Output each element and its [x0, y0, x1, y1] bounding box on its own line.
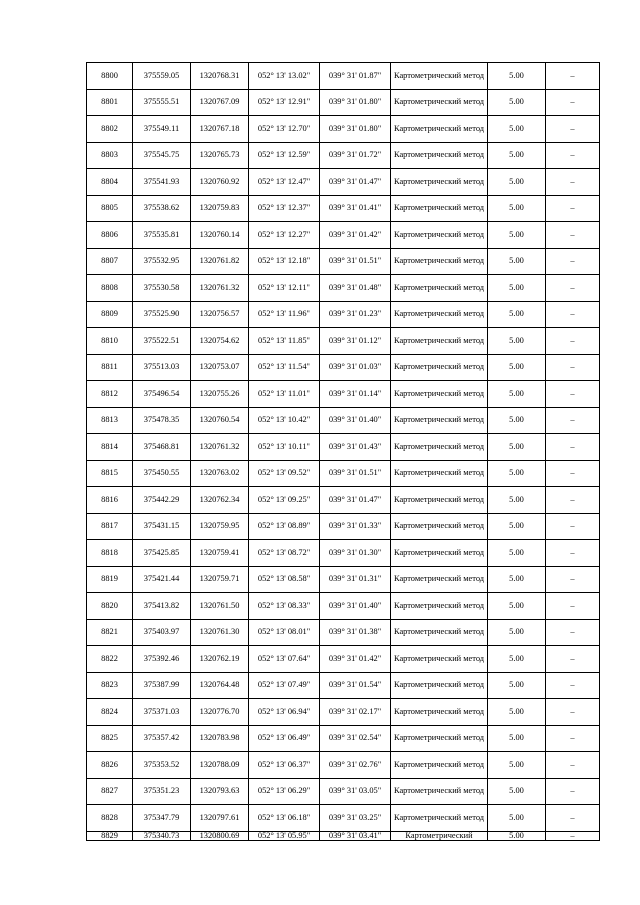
longitude-cell: 039° 31' 03.05" [320, 778, 391, 805]
note-cell: – [546, 89, 600, 116]
note-cell: – [546, 593, 600, 620]
y-coordinate-cell: 1320793.63 [191, 778, 249, 805]
point-number-cell: 8823 [87, 672, 133, 699]
table-row [87, 301, 600, 328]
point-number-cell: 8817 [87, 513, 133, 540]
table-row [87, 275, 600, 302]
longitude-cell: 039° 31' 01.42" [320, 222, 391, 249]
accuracy-cell: 5.00 [488, 381, 546, 408]
accuracy-cell: 5.00 [488, 301, 546, 328]
longitude-cell: 039° 31' 03.25" [320, 805, 391, 832]
note-cell: – [546, 699, 600, 726]
y-coordinate-cell: 1320788.09 [191, 752, 249, 779]
accuracy-cell: 5.00 [488, 831, 546, 840]
latitude-cell: 052° 13' 08.33" [249, 593, 320, 620]
point-number-cell: 8801 [87, 89, 133, 116]
accuracy-cell: 5.00 [488, 354, 546, 381]
longitude-cell: 039° 31' 01.38" [320, 619, 391, 646]
accuracy-cell: 5.00 [488, 672, 546, 699]
x-coordinate-cell: 375431.15 [133, 513, 191, 540]
table-row [87, 778, 600, 805]
method-cell: Картометрический [391, 831, 488, 840]
latitude-cell: 052° 13' 07.49" [249, 672, 320, 699]
y-coordinate-cell: 1320763.02 [191, 460, 249, 487]
point-number-cell: 8828 [87, 805, 133, 832]
point-number-cell: 8807 [87, 248, 133, 275]
table-row [87, 381, 600, 408]
x-coordinate-cell: 375357.42 [133, 725, 191, 752]
method-cell: Картометрический метод [391, 222, 488, 249]
longitude-cell: 039° 31' 01.51" [320, 248, 391, 275]
latitude-cell: 052° 13' 12.70" [249, 116, 320, 143]
longitude-cell: 039° 31' 01.12" [320, 328, 391, 355]
latitude-cell: 052° 13' 12.91" [249, 89, 320, 116]
point-number-cell: 8825 [87, 725, 133, 752]
method-cell: Картометрический метод [391, 381, 488, 408]
y-coordinate-cell: 1320762.34 [191, 487, 249, 514]
x-coordinate-cell: 375353.52 [133, 752, 191, 779]
point-number-cell: 8824 [87, 699, 133, 726]
y-coordinate-cell: 1320764.48 [191, 672, 249, 699]
accuracy-cell: 5.00 [488, 248, 546, 275]
y-coordinate-cell: 1320765.73 [191, 142, 249, 169]
x-coordinate-cell: 375340.73 [133, 831, 191, 840]
x-coordinate-cell: 375421.44 [133, 566, 191, 593]
longitude-cell: 039° 31' 02.17" [320, 699, 391, 726]
note-cell: – [546, 778, 600, 805]
table-row [87, 699, 600, 726]
accuracy-cell: 5.00 [488, 487, 546, 514]
method-cell: Картометрический метод [391, 778, 488, 805]
point-number-cell: 8808 [87, 275, 133, 302]
method-cell: Картометрический метод [391, 328, 488, 355]
method-cell: Картометрический метод [391, 248, 488, 275]
method-cell: Картометрический метод [391, 646, 488, 673]
x-coordinate-cell: 375347.79 [133, 805, 191, 832]
longitude-cell: 039° 31' 01.72" [320, 142, 391, 169]
x-coordinate-cell: 375468.81 [133, 434, 191, 461]
accuracy-cell: 5.00 [488, 89, 546, 116]
point-number-cell: 8819 [87, 566, 133, 593]
x-coordinate-cell: 375392.46 [133, 646, 191, 673]
x-coordinate-cell: 375513.03 [133, 354, 191, 381]
table-row [87, 593, 600, 620]
longitude-cell: 039° 31' 01.51" [320, 460, 391, 487]
y-coordinate-cell: 1320759.71 [191, 566, 249, 593]
note-cell: – [546, 513, 600, 540]
point-number-cell: 8803 [87, 142, 133, 169]
latitude-cell: 052° 13' 11.54" [249, 354, 320, 381]
point-number-cell: 8818 [87, 540, 133, 567]
note-cell: – [546, 407, 600, 434]
note-cell: – [546, 381, 600, 408]
latitude-cell: 052° 13' 10.11" [249, 434, 320, 461]
latitude-cell: 052° 13' 08.58" [249, 566, 320, 593]
method-cell: Картометрический метод [391, 513, 488, 540]
table-row [87, 619, 600, 646]
table-row [87, 354, 600, 381]
longitude-cell: 039° 31' 01.43" [320, 434, 391, 461]
table-row [87, 116, 600, 143]
method-cell: Картометрический метод [391, 672, 488, 699]
note-cell: – [546, 752, 600, 779]
y-coordinate-cell: 1320761.32 [191, 275, 249, 302]
y-coordinate-cell: 1320753.07 [191, 354, 249, 381]
table-row [87, 540, 600, 567]
latitude-cell: 052° 13' 11.01" [249, 381, 320, 408]
note-cell: – [546, 460, 600, 487]
method-cell: Картометрический метод [391, 725, 488, 752]
note-cell: – [546, 63, 600, 90]
point-number-cell: 8829 [87, 831, 133, 840]
note-cell: – [546, 831, 600, 840]
point-number-cell: 8820 [87, 593, 133, 620]
note-cell: – [546, 540, 600, 567]
x-coordinate-cell: 375559.05 [133, 63, 191, 90]
method-cell: Картометрический метод [391, 460, 488, 487]
method-cell: Картометрический метод [391, 566, 488, 593]
longitude-cell: 039° 31' 01.80" [320, 116, 391, 143]
table-row [87, 89, 600, 116]
note-cell: – [546, 142, 600, 169]
accuracy-cell: 5.00 [488, 646, 546, 673]
table-row [87, 752, 600, 779]
table-row [87, 169, 600, 196]
table-body [87, 63, 600, 841]
point-number-cell: 8804 [87, 169, 133, 196]
table-row [87, 725, 600, 752]
y-coordinate-cell: 1320755.26 [191, 381, 249, 408]
table-row [87, 328, 600, 355]
y-coordinate-cell: 1320797.61 [191, 805, 249, 832]
accuracy-cell: 5.00 [488, 222, 546, 249]
point-number-cell: 8810 [87, 328, 133, 355]
longitude-cell: 039° 31' 01.42" [320, 646, 391, 673]
table-row [87, 222, 600, 249]
longitude-cell: 039° 31' 01.40" [320, 593, 391, 620]
table-row [87, 805, 600, 832]
accuracy-cell: 5.00 [488, 725, 546, 752]
method-cell: Картометрический метод [391, 487, 488, 514]
latitude-cell: 052° 13' 09.25" [249, 487, 320, 514]
accuracy-cell: 5.00 [488, 619, 546, 646]
x-coordinate-cell: 375555.51 [133, 89, 191, 116]
accuracy-cell: 5.00 [488, 752, 546, 779]
x-coordinate-cell: 375545.75 [133, 142, 191, 169]
y-coordinate-cell: 1320767.18 [191, 116, 249, 143]
x-coordinate-cell: 375532.95 [133, 248, 191, 275]
longitude-cell: 039° 31' 02.76" [320, 752, 391, 779]
x-coordinate-cell: 375413.82 [133, 593, 191, 620]
accuracy-cell: 5.00 [488, 513, 546, 540]
latitude-cell: 052° 13' 06.37" [249, 752, 320, 779]
accuracy-cell: 5.00 [488, 169, 546, 196]
x-coordinate-cell: 375371.03 [133, 699, 191, 726]
accuracy-cell: 5.00 [488, 699, 546, 726]
point-number-cell: 8806 [87, 222, 133, 249]
method-cell: Картометрический метод [391, 619, 488, 646]
latitude-cell: 052° 13' 05.95" [249, 831, 320, 840]
point-number-cell: 8800 [87, 63, 133, 90]
latitude-cell: 052° 13' 12.18" [249, 248, 320, 275]
point-number-cell: 8821 [87, 619, 133, 646]
y-coordinate-cell: 1320756.57 [191, 301, 249, 328]
y-coordinate-cell: 1320783.98 [191, 725, 249, 752]
table-row [87, 460, 600, 487]
table-row [87, 142, 600, 169]
method-cell: Картометрический метод [391, 195, 488, 222]
accuracy-cell: 5.00 [488, 328, 546, 355]
accuracy-cell: 5.00 [488, 778, 546, 805]
y-coordinate-cell: 1320767.09 [191, 89, 249, 116]
y-coordinate-cell: 1320768.31 [191, 63, 249, 90]
table-row [87, 407, 600, 434]
latitude-cell: 052° 13' 12.47" [249, 169, 320, 196]
method-cell: Картометрический метод [391, 301, 488, 328]
note-cell: – [546, 116, 600, 143]
accuracy-cell: 5.00 [488, 275, 546, 302]
point-number-cell: 8811 [87, 354, 133, 381]
x-coordinate-cell: 375425.85 [133, 540, 191, 567]
table-row [87, 63, 600, 90]
point-number-cell: 8827 [87, 778, 133, 805]
method-cell: Картометрический метод [391, 63, 488, 90]
table-row [87, 248, 600, 275]
note-cell: – [546, 566, 600, 593]
accuracy-cell: 5.00 [488, 142, 546, 169]
table-row [87, 434, 600, 461]
table-row [87, 646, 600, 673]
longitude-cell: 039° 31' 01.40" [320, 407, 391, 434]
latitude-cell: 052° 13' 07.64" [249, 646, 320, 673]
x-coordinate-cell: 375351.23 [133, 778, 191, 805]
x-coordinate-cell: 375450.55 [133, 460, 191, 487]
note-cell: – [546, 301, 600, 328]
point-number-cell: 8813 [87, 407, 133, 434]
y-coordinate-cell: 1320759.95 [191, 513, 249, 540]
x-coordinate-cell: 375538.62 [133, 195, 191, 222]
longitude-cell: 039° 31' 01.87" [320, 63, 391, 90]
accuracy-cell: 5.00 [488, 407, 546, 434]
point-number-cell: 8815 [87, 460, 133, 487]
note-cell: – [546, 646, 600, 673]
x-coordinate-cell: 375478.35 [133, 407, 191, 434]
latitude-cell: 052° 13' 08.72" [249, 540, 320, 567]
longitude-cell: 039° 31' 01.30" [320, 540, 391, 567]
accuracy-cell: 5.00 [488, 566, 546, 593]
longitude-cell: 039° 31' 01.41" [320, 195, 391, 222]
y-coordinate-cell: 1320760.14 [191, 222, 249, 249]
method-cell: Картометрический метод [391, 434, 488, 461]
point-number-cell: 8814 [87, 434, 133, 461]
latitude-cell: 052° 13' 06.94" [249, 699, 320, 726]
latitude-cell: 052° 13' 08.01" [249, 619, 320, 646]
latitude-cell: 052° 13' 12.59" [249, 142, 320, 169]
method-cell: Картометрический метод [391, 142, 488, 169]
note-cell: – [546, 619, 600, 646]
accuracy-cell: 5.00 [488, 63, 546, 90]
point-number-cell: 8809 [87, 301, 133, 328]
method-cell: Картометрический метод [391, 593, 488, 620]
note-cell: – [546, 222, 600, 249]
table-row [87, 487, 600, 514]
note-cell: – [546, 487, 600, 514]
coordinates-table [86, 62, 600, 841]
y-coordinate-cell: 1320761.32 [191, 434, 249, 461]
y-coordinate-cell: 1320760.92 [191, 169, 249, 196]
method-cell: Картометрический метод [391, 407, 488, 434]
method-cell: Картометрический метод [391, 275, 488, 302]
note-cell: – [546, 169, 600, 196]
latitude-cell: 052° 13' 06.29" [249, 778, 320, 805]
accuracy-cell: 5.00 [488, 434, 546, 461]
longitude-cell: 039° 31' 02.54" [320, 725, 391, 752]
note-cell: – [546, 275, 600, 302]
y-coordinate-cell: 1320759.83 [191, 195, 249, 222]
latitude-cell: 052° 13' 09.52" [249, 460, 320, 487]
longitude-cell: 039° 31' 01.47" [320, 487, 391, 514]
x-coordinate-cell: 375530.58 [133, 275, 191, 302]
longitude-cell: 039° 31' 01.80" [320, 89, 391, 116]
latitude-cell: 052° 13' 13.02" [249, 63, 320, 90]
longitude-cell: 039° 31' 01.14" [320, 381, 391, 408]
point-number-cell: 8805 [87, 195, 133, 222]
longitude-cell: 039° 31' 01.33" [320, 513, 391, 540]
x-coordinate-cell: 375541.93 [133, 169, 191, 196]
accuracy-cell: 5.00 [488, 116, 546, 143]
x-coordinate-cell: 375535.81 [133, 222, 191, 249]
x-coordinate-cell: 375549.11 [133, 116, 191, 143]
longitude-cell: 039° 31' 01.31" [320, 566, 391, 593]
note-cell: – [546, 328, 600, 355]
method-cell: Картометрический метод [391, 805, 488, 832]
latitude-cell: 052° 13' 11.85" [249, 328, 320, 355]
note-cell: – [546, 354, 600, 381]
y-coordinate-cell: 1320800.69 [191, 831, 249, 840]
note-cell: – [546, 672, 600, 699]
method-cell: Картометрический метод [391, 752, 488, 779]
accuracy-cell: 5.00 [488, 805, 546, 832]
note-cell: – [546, 725, 600, 752]
x-coordinate-cell: 375387.99 [133, 672, 191, 699]
method-cell: Картометрический метод [391, 354, 488, 381]
y-coordinate-cell: 1320776.70 [191, 699, 249, 726]
longitude-cell: 039° 31' 01.23" [320, 301, 391, 328]
latitude-cell: 052° 13' 11.96" [249, 301, 320, 328]
latitude-cell: 052° 13' 06.49" [249, 725, 320, 752]
note-cell: – [546, 248, 600, 275]
y-coordinate-cell: 1320760.54 [191, 407, 249, 434]
x-coordinate-cell: 375496.54 [133, 381, 191, 408]
point-number-cell: 8826 [87, 752, 133, 779]
y-coordinate-cell: 1320761.82 [191, 248, 249, 275]
y-coordinate-cell: 1320761.30 [191, 619, 249, 646]
note-cell: – [546, 434, 600, 461]
method-cell: Картометрический метод [391, 540, 488, 567]
latitude-cell: 052° 13' 10.42" [249, 407, 320, 434]
latitude-cell: 052° 13' 12.37" [249, 195, 320, 222]
y-coordinate-cell: 1320754.62 [191, 328, 249, 355]
method-cell: Картометрический метод [391, 169, 488, 196]
note-cell: – [546, 195, 600, 222]
longitude-cell: 039° 31' 01.47" [320, 169, 391, 196]
accuracy-cell: 5.00 [488, 460, 546, 487]
point-number-cell: 8802 [87, 116, 133, 143]
x-coordinate-cell: 375525.90 [133, 301, 191, 328]
longitude-cell: 039° 31' 01.54" [320, 672, 391, 699]
x-coordinate-cell: 375522.51 [133, 328, 191, 355]
table-row [87, 672, 600, 699]
accuracy-cell: 5.00 [488, 593, 546, 620]
latitude-cell: 052° 13' 12.27" [249, 222, 320, 249]
table-row [87, 513, 600, 540]
table-row [87, 195, 600, 222]
point-number-cell: 8812 [87, 381, 133, 408]
x-coordinate-cell: 375442.29 [133, 487, 191, 514]
longitude-cell: 039° 31' 03.41" [320, 831, 391, 840]
table-row [87, 831, 600, 840]
longitude-cell: 039° 31' 01.03" [320, 354, 391, 381]
y-coordinate-cell: 1320762.19 [191, 646, 249, 673]
longitude-cell: 039° 31' 01.48" [320, 275, 391, 302]
point-number-cell: 8816 [87, 487, 133, 514]
latitude-cell: 052° 13' 12.11" [249, 275, 320, 302]
y-coordinate-cell: 1320761.50 [191, 593, 249, 620]
accuracy-cell: 5.00 [488, 540, 546, 567]
point-number-cell: 8822 [87, 646, 133, 673]
x-coordinate-cell: 375403.97 [133, 619, 191, 646]
note-cell: – [546, 805, 600, 832]
method-cell: Картометрический метод [391, 699, 488, 726]
accuracy-cell: 5.00 [488, 195, 546, 222]
table-row [87, 566, 600, 593]
latitude-cell: 052° 13' 06.18" [249, 805, 320, 832]
method-cell: Картометрический метод [391, 89, 488, 116]
method-cell: Картометрический метод [391, 116, 488, 143]
latitude-cell: 052° 13' 08.89" [249, 513, 320, 540]
y-coordinate-cell: 1320759.41 [191, 540, 249, 567]
